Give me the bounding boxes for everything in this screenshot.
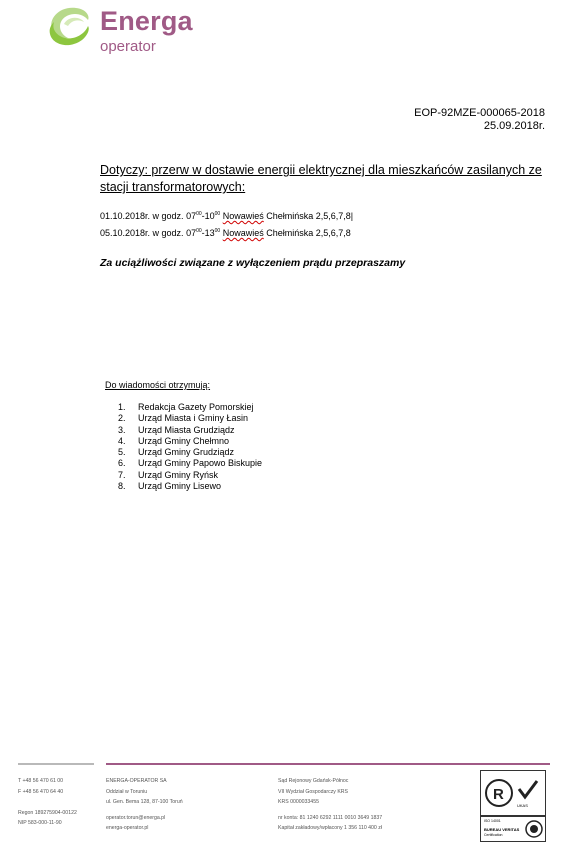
list-item: 3. Urząd Miasta Grudziądz [118, 424, 235, 435]
list-item: 7. Urząd Gminy Ryńsk [118, 469, 219, 480]
list-item: 8. Urząd Gminy Lisewo [118, 481, 222, 492]
outage-row: 05.10.2018r. w godz. $07^{00}-13^{00}$ Nowawieś Chełmińska 2,5,6,7,8 [100, 228, 351, 238]
list-item: 5. Urząd Gminy Grudziądz [118, 447, 235, 458]
outage-row: 01.10.2018r. w godz. $07^{00}-10^{00}$ Nowawieś Chełmińska 2,5,6,7,8| [100, 211, 354, 221]
list-item: 2. Urząd Miasta i Gminy Łasin [118, 413, 249, 424]
cc-title: Do wiadomości otrzymują: [105, 380, 211, 390]
energa-logo-icon [46, 4, 92, 48]
apology-text: Za uciążliwości związane z wyłączeniem prądu przepraszamy [100, 257, 406, 269]
footer-divider [18, 763, 94, 765]
logo-wordmark: Energa [100, 6, 193, 36]
quality-certificate-icon [481, 771, 545, 815]
bureau-veritas-icon [525, 819, 543, 839]
list-item: 4. Urząd Gminy Chełmno [118, 435, 230, 446]
list-item: 6. Urząd Gminy Papowo Biskupie [118, 458, 263, 469]
footer-email[interactable]: operator.torun@energa.pl [106, 814, 166, 821]
list-item: 1. Redakcja Gazety Pomorskiej [118, 402, 254, 412]
cc-list [118, 402, 262, 492]
bureau-veritas-badge: ISO 14001 BUREAU VERITAS Certification [480, 816, 546, 842]
footer-company: ENERGA-OPERATOR SA Oddział w Toruniu ul. Gen. Bema 128, 87-100 Toruń operator.torun@energa.pl energa-operator.pl [106, 776, 183, 834]
document-reference [414, 107, 545, 133]
footer-website[interactable]: energa-operator.pl [106, 825, 149, 831]
certification-badge: R UKAS [480, 770, 546, 816]
svg-text:R: R [493, 786, 504, 803]
logo-subtitle: operator [100, 38, 156, 55]
reference-number: EOP-92MZE-000065-2018 [414, 107, 545, 119]
subject-line: Dotyczy: przerw w dostawie energii elektrycznej dla mieszkańców zasilanych ze stacji transformatorowych: [100, 163, 542, 194]
place-name: Nowawieś [222, 211, 264, 221]
footer-divider [106, 763, 550, 765]
footer-registry: Sąd Rejonowy Gdańsk-Północ VII Wydział Gospodarczy KRS KRS 0000033455 nr konta: 81 1240 6292 1111 0010 3649 1837 Kapitał zakładowy/wpłacony 1 356 110 400 zł [278, 778, 383, 831]
footer-contact: T +48 56 470 61 00 F +48 56 470 64 40 Regon 189275904-00122 NIP 583-000-11-90 [18, 778, 77, 826]
reference-date: 25.09.2018r. [483, 120, 545, 132]
place-name: Nowawieś [222, 228, 264, 238]
